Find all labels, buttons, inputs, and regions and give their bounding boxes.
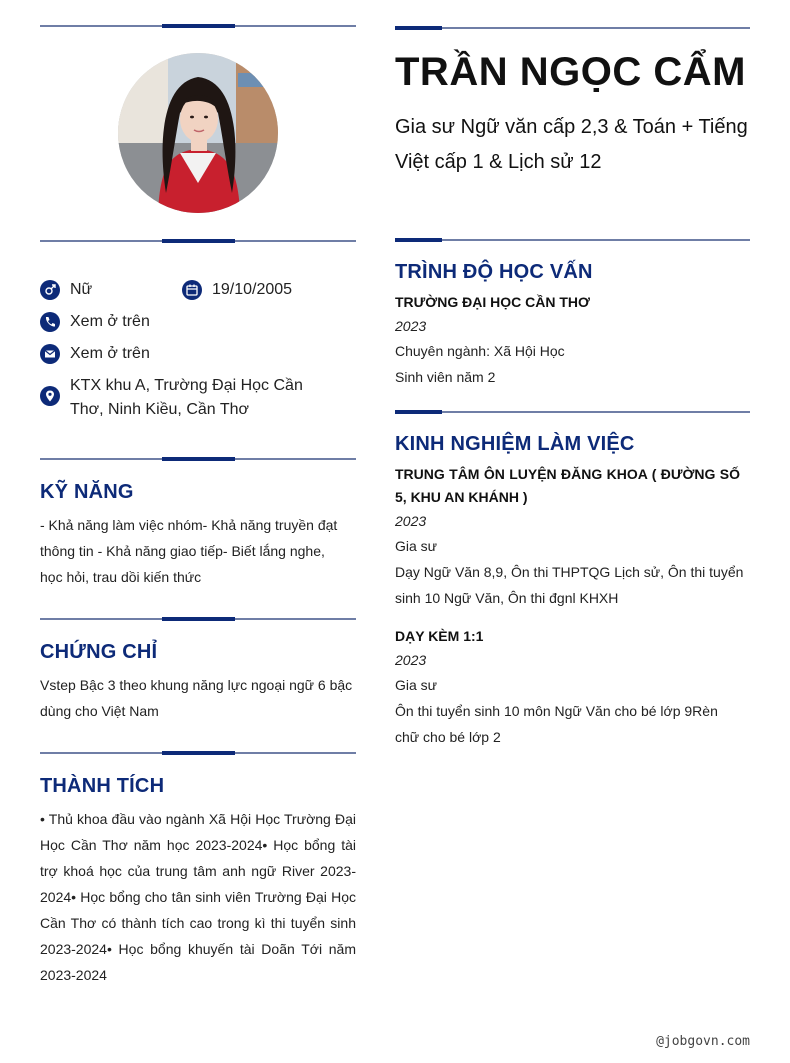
candidate-name: TRẦN NGỌC CẨM (395, 50, 746, 94)
job-2-desc: Ôn thi tuyển sinh 10 môn Ngữ Văn cho bé lớp 9Rèn chữ cho bé lớp 2 (395, 703, 718, 745)
address-row (40, 374, 356, 422)
skills-text: - Khả năng làm việc nhóm- Khả năng truyền đạt thông tin - Khả năng giao tiếp- Biết lắng nghe, học hỏi, trau dồi kiến thức (40, 517, 338, 585)
education-school: TRƯỜNG ĐẠI HỌC CẦN THƠ (395, 294, 590, 310)
candidate-subtitle: Gia sư Ngữ văn cấp 2,3 & Toán + Tiếng Việt cấp 1 & Lịch sử 12 (395, 116, 748, 173)
education-major: Chuyên ngành: Xã Hội Học (395, 343, 565, 359)
divider-experience (395, 410, 750, 414)
job-2-org: DẠY KÈM 1:1 (395, 628, 484, 644)
achievements-title: THÀNH TÍCH (40, 775, 165, 797)
divider-top-right (395, 26, 750, 30)
job-1-year: 2023 (395, 513, 427, 529)
birthdate-row (182, 278, 292, 302)
divider-achievements (40, 751, 356, 755)
job-1-org: TRUNG TÂM ÔN LUYỆN ĐĂNG KHOA ( ĐƯỜNG SỐ 5, KHU AN KHÁNH ) (395, 466, 740, 505)
divider-top-left (40, 24, 356, 28)
achievements-text: • Thủ khoa đầu vào ngành Xã Hội Học Trường Đại Học Cần Thơ năm học 2023-2024• Học bổng tài trợ khoá học của trung tâm anh ngữ River 2023-2024• Học bổng cho tân sinh viên Trường Đại Học Cần Thơ có thành tích cao trong kì thi tuyển sinh 2023-2024• Học bổng khuyến tài Doãn Tới năm 2023-2024 (40, 811, 356, 983)
email-row (40, 342, 150, 366)
phone-row (40, 310, 150, 334)
education-year: 2023 (395, 318, 427, 334)
job-1-role: Gia sư (395, 538, 438, 554)
experience-title: KINH NGHIỆM LÀM VIỆC (395, 433, 635, 455)
divider-certificates (40, 617, 356, 621)
job-2-year: 2023 (395, 652, 427, 668)
phone-icon (40, 312, 60, 332)
certificates-text: Vstep Bậc 3 theo khung năng lực ngoại ngữ 6 bậc dùng cho Việt Nam (40, 677, 353, 719)
divider-profile (40, 239, 356, 243)
gender-icon (40, 280, 60, 300)
divider-education (395, 238, 750, 242)
birthdate-value: 19/10/2005 (212, 281, 293, 298)
gender-row (40, 278, 92, 302)
job-1-desc: Dạy Ngữ Văn 8,9, Ôn thi THPTQG Lịch sử, Ôn thi tuyển sinh 10 Ngữ Văn, Ôn thi đgnl KHXH (395, 564, 744, 606)
address-value: KTX khu A, Trường Đại Học Cần Thơ, Ninh Kiều, Cần Thơ (70, 377, 303, 418)
email-icon (40, 344, 60, 364)
education-status: Sinh viên năm 2 (395, 369, 496, 385)
certificates-title: CHỨNG CHỈ (40, 641, 158, 663)
email-value: Xem ở trên (70, 345, 150, 362)
job-2-role: Gia sư (395, 677, 438, 693)
divider-skills (40, 457, 356, 461)
location-icon (40, 386, 60, 406)
avatar-photo (118, 53, 278, 213)
avatar (118, 53, 278, 213)
skills-title: KỸ NĂNG (40, 481, 134, 503)
gender-value: Nữ (70, 281, 93, 298)
education-title: TRÌNH ĐỘ HỌC VẤN (395, 261, 593, 283)
phone-value: Xem ở trên (70, 313, 150, 330)
watermark: @jobgovn.com (656, 1034, 750, 1049)
calendar-icon (182, 280, 202, 300)
